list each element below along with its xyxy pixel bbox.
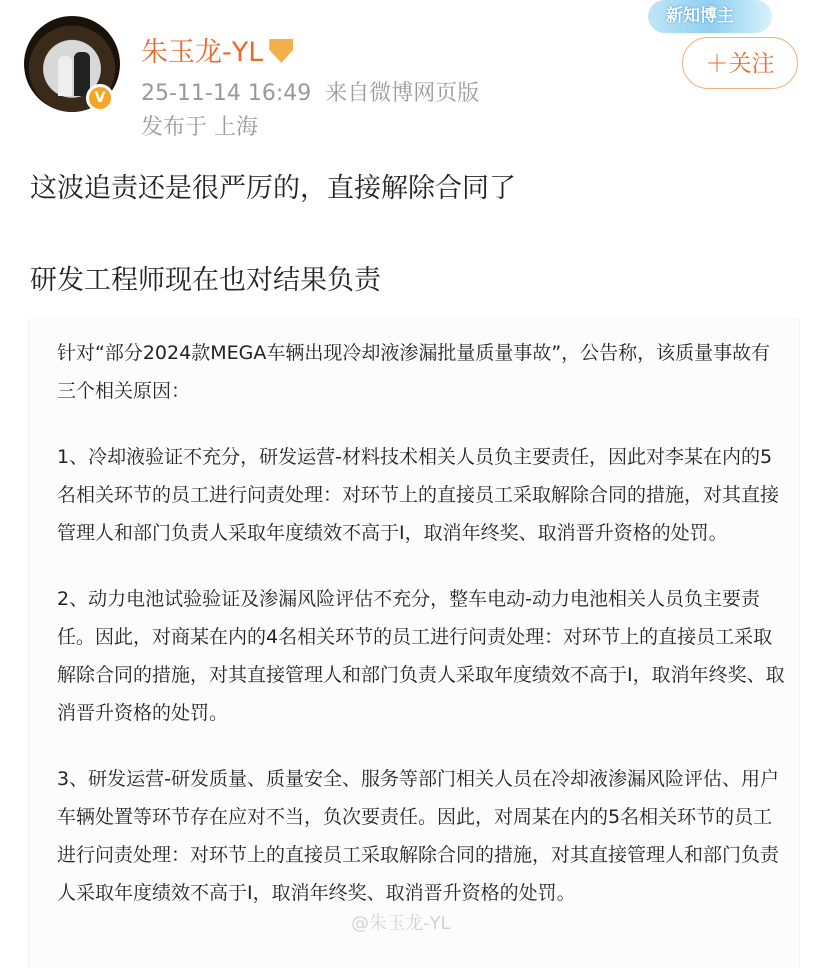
username[interactable] — [141, 30, 293, 69]
new-blogger-tag: 新知博主 — [648, 0, 772, 33]
location: 发布于 上海 — [141, 115, 258, 140]
medal-icon — [269, 39, 293, 63]
follow-button[interactable]: ＋关注 — [682, 37, 798, 89]
verified-badge-icon: V — [86, 84, 114, 112]
username-text[interactable]: 朱玉龙-YL — [141, 37, 264, 68]
source: 来自微博网页版 — [325, 81, 480, 106]
image-intro: 针对“部分2024款MEGA车辆出现冷却液渗漏批量质量事故”，公告称，该质量事故有三个相关原因： — [57, 342, 771, 402]
image-item-3: 3、研发运营-研发质量、质量安全、服务等部门相关人员在冷却液渗漏风险评估、用户车辆处置等环节存在应对不当，负次要责任。因此，对周某在内的5名相关环节的员工进行问责处理：对环节上的直接员工采取解除合同的措施，对其直接管理人和部门负责人采取年度绩效不高于I，取消年终奖、取消晋升资格的处罚。 — [57, 768, 780, 904]
image-item-2: 2、动力电池试验验证及渗漏风险评估不充分，整车电动-动力电池相关人员负主要责任。因此，对商某在内的4名相关环节的员工进行问责处理：对环节上的直接员工采取解除合同的措施，对其直接管理人和部门负责人采取年度绩效不高于I，取消年终奖、取消晋升资格的处罚。 — [57, 588, 785, 724]
watermark: @朱玉龙-YL — [351, 913, 451, 934]
image-item-1: 1、冷却液验证不充分，研发运营-材料技术相关人员负主要责任，因此对李某在内的5名相关环节的员工进行问责处理：对环节上的直接员工采取解除合同的措施，对其直接管理人和部门负责人采取年度绩效不高于I，取消年终奖、取消晋升资格的处罚。 — [57, 446, 780, 544]
post-text-line: 研发工程师现在也对结果负责 — [30, 265, 381, 296]
post-text-line: 这波追责还是很严厉的，直接解除合同了 — [30, 173, 516, 204]
post-meta — [141, 76, 479, 107]
post-image[interactable] — [28, 318, 800, 968]
timestamp[interactable]: 25-11-14 16:49 — [141, 81, 312, 106]
